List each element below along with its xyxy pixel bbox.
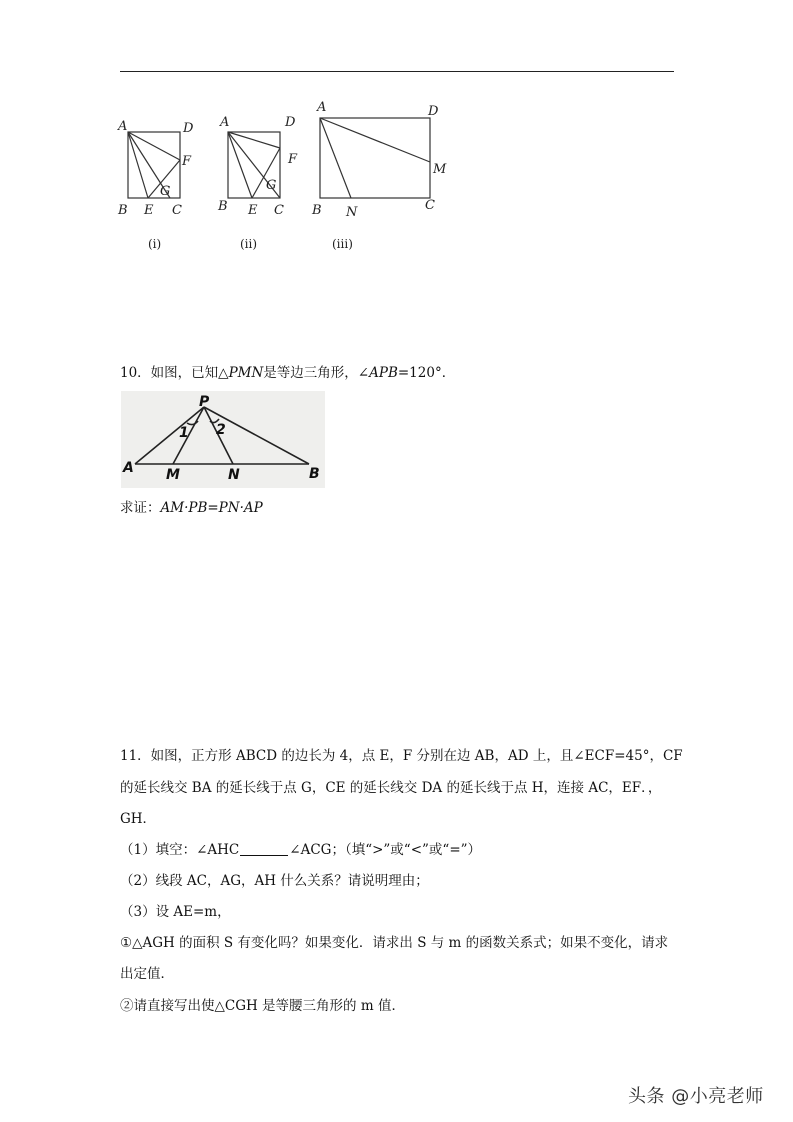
q10-proof <box>120 498 263 518</box>
fig1-caption: (i) <box>148 237 162 251</box>
fig2-label-e: E <box>248 203 258 218</box>
figures-top <box>110 95 450 265</box>
fig1-label-d: D <box>183 121 194 136</box>
fig1-label-f: F <box>182 154 192 169</box>
fig2-label-c: C <box>274 203 284 218</box>
fig10-label-m: M <box>166 467 180 483</box>
fig2-label-g: G <box>266 178 277 193</box>
q11-part2: （2）线段 AC，AG，AH 什么关系？请说明理由； <box>120 873 429 889</box>
q10-prefix: 10．如图，已知△ <box>120 365 229 381</box>
fig3-caption: (iii) <box>332 237 353 251</box>
fig3-label-m: M <box>433 162 447 177</box>
fig3-label-c: C <box>425 198 435 213</box>
q10-suffix: =120°． <box>397 365 456 381</box>
figure-3 <box>320 118 430 198</box>
q11-part1-a: （1）填空：∠AHC <box>120 842 240 858</box>
q10-pmn: PMN <box>228 365 264 381</box>
figure-q10 <box>121 391 325 488</box>
q11-sub1-line2: 出定值． <box>120 966 174 982</box>
fig2-label-d: D <box>285 115 296 130</box>
fig10-label-1: 1 <box>179 425 189 441</box>
fig2-label-a: A <box>220 115 230 130</box>
fig1-label-g: G <box>160 184 171 199</box>
fig3-label-n: N <box>346 205 358 220</box>
fig2-caption: (ii) <box>240 237 258 251</box>
q11-sub2: ②请直接写出使△CGH 是等腰三角形的 m 值． <box>120 998 405 1014</box>
fig10-label-b: B <box>309 466 320 482</box>
fig10-label-a: A <box>123 460 134 476</box>
q11-part1 <box>120 840 680 860</box>
q11-part3: （3）设 AE=m， <box>120 904 231 920</box>
fig1-label-a: A <box>118 119 128 134</box>
fig1-label-c: C <box>172 203 182 218</box>
fig3-label-b: B <box>312 203 322 218</box>
q11-line1: 11．如图，正方形 ABCD 的边长为 4，点 E，F 分别在边 AB，AD 上，且∠ECF=45°，CF <box>120 748 683 764</box>
fig1-label-e: E <box>144 203 154 218</box>
figure-1 <box>128 132 180 198</box>
q11-line2: 的延长线交 BA 的延长线于点 G，CE 的延长线交 DA 的延长线于点 H，连接 AC，EF．， <box>120 780 662 796</box>
fig10-label-2: 2 <box>216 422 226 438</box>
q11-line3: GH． <box>120 811 157 827</box>
fig3-label-d: D <box>428 104 439 119</box>
q10-middle: 是等边三角形，∠ <box>263 365 370 381</box>
fig10-label-p: P <box>199 394 210 410</box>
header-rule <box>120 71 674 72</box>
q10-proof-label: 求证： <box>120 500 161 516</box>
fig2-label-f: F <box>288 152 298 167</box>
answer-blank[interactable] <box>240 841 288 856</box>
watermark: 头条 @小亮老师 <box>628 1086 764 1107</box>
question-10-text <box>120 363 455 383</box>
fig3-label-a: A <box>317 100 327 115</box>
q10-apb: APB <box>369 365 398 381</box>
fig1-label-b: B <box>118 203 128 218</box>
fig10-label-n: N <box>228 467 240 483</box>
q11-part1-b: ∠ACG；（填“>”或“<”或“=”） <box>289 842 482 858</box>
q11-sub1-line1: ①△AGH 的面积 S 有变化吗？如果变化．请求出 S 与 m 的函数关系式；如果不变化，请求 <box>120 935 669 951</box>
fig2-label-b: B <box>218 199 228 214</box>
q10-proof-expr: AM·PB=PN·AP <box>160 500 263 516</box>
